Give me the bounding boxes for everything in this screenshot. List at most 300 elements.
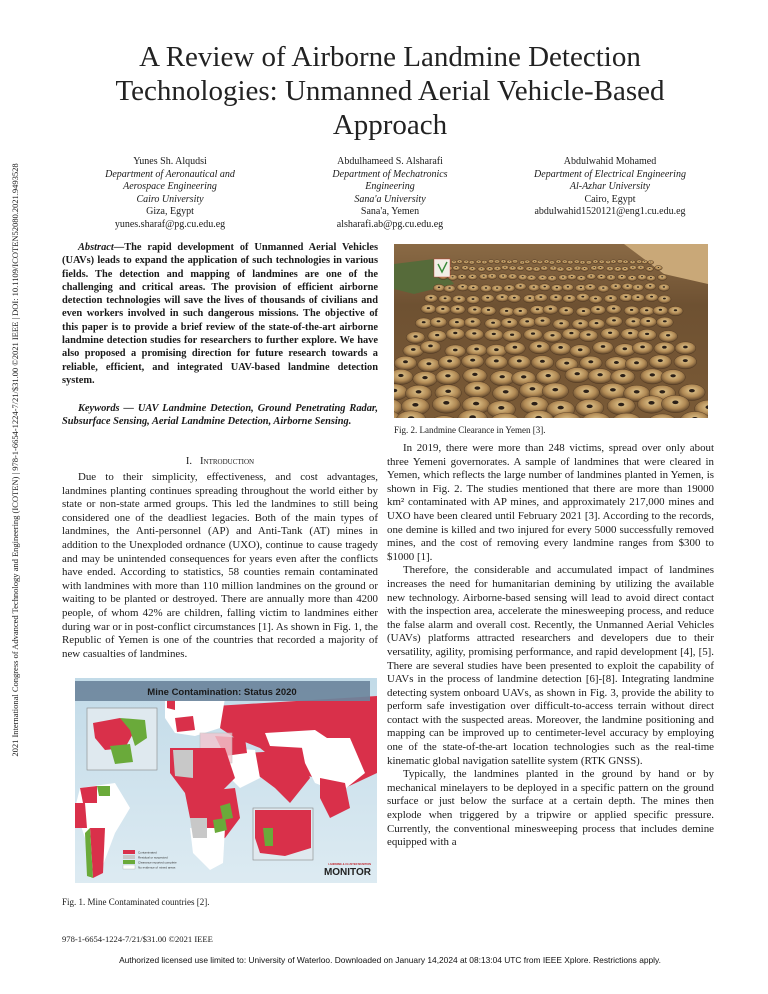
landmine-fuse — [624, 296, 627, 298]
landmine-fuse — [539, 261, 540, 262]
landmine-fuse — [525, 320, 529, 322]
logo-sign — [434, 259, 450, 277]
landmine-fuse — [512, 267, 514, 268]
sidebar-citation — [4, 80, 26, 840]
landmine-fuse — [588, 262, 589, 263]
landmine-fuse — [581, 296, 584, 298]
legend-swatch-contaminated — [123, 850, 135, 854]
legend-label: No evidence of mined areas — [138, 865, 176, 870]
landmine-fuse — [612, 319, 616, 321]
abstract-label: Abstract — [78, 242, 114, 253]
landmine-fuse — [529, 268, 531, 269]
landmine-fuse — [501, 296, 504, 298]
landmine-fuse — [650, 373, 655, 376]
landmine-fuse — [626, 285, 629, 287]
landmine-fuse — [590, 275, 592, 276]
landmine-fuse — [552, 388, 558, 391]
landmine — [605, 260, 611, 264]
landmine-fuse — [661, 276, 663, 277]
landmine-fuse — [589, 286, 592, 288]
landmine-fuse — [471, 268, 473, 269]
landmine-fuse — [597, 373, 602, 376]
landmine-fuse — [568, 268, 570, 269]
landmine-fuse — [534, 261, 535, 262]
landmine-fuse — [461, 286, 464, 288]
landmine-fuse — [560, 268, 562, 269]
landmine-fuse — [510, 334, 514, 336]
author-email: abdulwahid1520121@eng1.cu.edu.eg — [534, 206, 686, 218]
landmine-fuse — [403, 360, 408, 363]
landmine — [508, 274, 518, 280]
landmine-fuse — [634, 390, 640, 393]
landmine-fuse — [632, 261, 633, 262]
author-name: Abdulwahid Mohamed — [563, 156, 657, 167]
landmine-fuse — [536, 308, 539, 310]
landmine-fuse — [658, 267, 660, 268]
section-title: Introduction — [200, 456, 255, 467]
landmine — [556, 260, 562, 264]
landmine-fuse — [584, 268, 586, 269]
landmine-fuse — [422, 376, 427, 379]
landmine-fuse — [503, 390, 509, 393]
landmine-fuse — [683, 346, 688, 349]
landmine-fuse — [411, 348, 416, 351]
landmine-fuse — [496, 287, 499, 289]
landmine-fuse — [459, 261, 460, 262]
landmine-fuse — [610, 388, 616, 391]
landmine — [501, 260, 507, 264]
landmine-fuse — [630, 309, 633, 311]
landmine-fuse — [618, 403, 624, 407]
author-1 — [60, 156, 280, 232]
landmine-fuse — [576, 261, 577, 262]
landmine-fuse — [646, 320, 650, 322]
landmine-fuse — [549, 308, 552, 310]
figure-1-caption: Fig. 1. Mine Contaminated countries [2]. — [62, 897, 210, 907]
author-affiliation: Cairo University — [136, 193, 204, 205]
region-peru — [75, 803, 87, 828]
landmine-fuse — [552, 267, 554, 268]
landmine — [586, 274, 596, 280]
landmine-fuse — [562, 277, 564, 278]
landmine-fuse — [474, 348, 479, 351]
landmine-fuse — [456, 308, 459, 310]
landmine-fuse — [658, 359, 663, 362]
landmine-fuse — [543, 286, 546, 288]
landmine-fuse — [587, 405, 593, 409]
landmine-fuse — [494, 359, 499, 362]
landmine-fuse — [674, 309, 677, 311]
landmine-fuse — [491, 275, 493, 276]
author-location: Giza, Egypt — [146, 206, 194, 218]
landmine-fuse — [490, 261, 491, 262]
landmine-fuse — [519, 285, 522, 287]
landmine-fuse — [435, 334, 439, 336]
landmine-fuse — [496, 261, 497, 262]
paper-title: A Review of Airborne Landmine Detection Technologies: Unmanned Aerial Vehicle-Based Approach — [115, 41, 665, 141]
landmine-fuse — [428, 345, 433, 348]
landmine — [630, 260, 636, 264]
landmine-fuse — [625, 261, 626, 262]
landmine-fuse — [662, 346, 667, 349]
monitor-brand: MONITOR — [323, 867, 371, 878]
landmine-fuse — [494, 348, 499, 351]
landmine-fuse — [578, 348, 583, 351]
landmine-fuse — [670, 374, 675, 377]
section-heading — [62, 456, 378, 467]
landmine — [533, 267, 541, 272]
landmine-fuse — [514, 261, 515, 262]
landmine-fuse — [608, 332, 612, 334]
landmine-fuse — [649, 285, 652, 287]
landmine-fuse — [453, 261, 454, 262]
landmine-fuse — [614, 285, 617, 287]
landmine-fuse — [577, 268, 579, 269]
landmine-fuse — [445, 390, 451, 393]
landmine-fuse — [541, 277, 543, 278]
landmine-fuse — [513, 297, 516, 299]
landmine-fuse — [453, 349, 458, 352]
landmine-fuse — [683, 359, 688, 362]
region-venezuela — [97, 786, 110, 796]
landmine-fuse — [505, 310, 508, 312]
legend-label: Clearance reported complete — [138, 860, 177, 865]
landmine-fuse — [612, 308, 615, 310]
paragraph: Therefore, the considerable and accumulated impact of landmines increases the need for humanitarian demining by utilizing the available new technology. Airborne-based sensing will lead to avoid direct contact with the inspection area, accelerate the minesweeping process, and reduce the false alarm and overall cost. Recently, the Unmanned Aerial Vehicles (UAVs) platforms attracted researchers and developers due to their versatility, agility, promising performance, and rapid development [4], [5]. There are several studies have been presented to exploit the capability of UAVs in the process of landmine detection [6]-[8]. Integrating landmine detecting system onboard UAVs, as shown in Fig. 3, provide the ability to perform safe investigation over difficult-to-access terrain without direct contact with the suspected areas. Moreover, the landmine positioning and mapping can be improved up to centimeter-level accuracy by employing one of the state-of-the-art location technologies such as the real-time kinematic global navigation satellite system (RTK GNSS). — [387, 564, 714, 767]
landmine — [592, 260, 598, 264]
keywords: Keywords — UAV Landmine Detection, Ground Penetrating Radar, Subsurface Sensing, Aerial Landmine Detection, Airborne Sensing. — [62, 403, 378, 428]
landmine-fuse — [509, 261, 510, 262]
landmine — [452, 266, 460, 271]
landmine-fuse — [426, 362, 431, 365]
landmine-fuse — [464, 267, 466, 268]
landmine-fuse — [540, 360, 545, 363]
landmine-fuse — [640, 346, 645, 349]
paragraph: Typically, the landmines planted in the ground by hand or by mechanical minelayers to be deployed in a specific pattern on the ground surface or just below the surface at a certain depth. The mines then explode when triggered by a tripwire or applied specific pressure. Currently, the conventional minesweeping process that includes demine equipped with a — [387, 768, 714, 849]
landmine-fuse — [645, 333, 649, 335]
landmine-fuse — [659, 390, 665, 393]
landmine-fuse — [554, 296, 557, 298]
landmine — [627, 275, 637, 281]
landmine-fuse — [586, 333, 590, 335]
landmine-fuse — [582, 310, 585, 312]
landmine — [577, 275, 587, 281]
landmine-fuse — [491, 322, 495, 324]
landmine-fuse — [475, 386, 481, 389]
landmine — [549, 261, 555, 265]
landmine — [478, 267, 486, 272]
landmine-fuse — [639, 261, 640, 262]
landmine-fuse — [663, 298, 666, 300]
landmine-fuse — [508, 287, 511, 289]
legend-label: Residual or suspected — [138, 855, 168, 860]
landmine-fuse — [543, 267, 545, 268]
landmine-fuse — [422, 321, 426, 323]
landmine-fuse — [631, 277, 633, 278]
author-block — [60, 156, 720, 232]
figure-2-caption: Fig. 2. Landmine Clearance in Yemen [3]. — [394, 425, 546, 435]
landmine-fuse — [565, 309, 568, 311]
landmine-fuse — [632, 267, 634, 268]
right-column-body — [387, 442, 714, 850]
landmine-fuse — [689, 389, 695, 392]
landmine-fuse — [636, 296, 639, 298]
landmine-fuse — [498, 406, 504, 410]
landmine-fuse — [550, 334, 554, 336]
landmine-fuse — [489, 268, 491, 269]
landmine-fuse — [569, 332, 573, 334]
landmine — [479, 274, 489, 280]
landmine-fuse — [470, 359, 475, 362]
landmine — [451, 260, 457, 264]
license-notice: Authorized licensed use limited to: University of Waterloo. Downloaded on January 14,2024 at 08:13:04 UTC from IEEE Xplore. Restrictions apply. — [119, 955, 661, 965]
landmine-fuse — [472, 298, 475, 300]
landmine-fuse — [617, 268, 619, 269]
landmine-fuse — [522, 262, 523, 263]
landmine — [617, 274, 627, 280]
landmine-fuse — [412, 403, 418, 407]
landmine-fuse — [600, 276, 602, 277]
landmine-fuse — [644, 261, 645, 262]
landmine-fuse — [551, 277, 553, 278]
landmine-fuse — [602, 287, 605, 289]
landmine-fuse — [588, 360, 593, 363]
landmine-fuse — [645, 309, 648, 311]
author-location: Cairo, Egypt — [584, 193, 636, 205]
inset-middle-east-red — [255, 810, 311, 856]
landmine-fuse — [666, 334, 670, 336]
landmine-fuse — [398, 374, 403, 377]
landmine-fuse — [492, 333, 496, 335]
landmine-fuse — [517, 359, 522, 362]
landmine-fuse — [416, 390, 422, 393]
landmine-fuse — [437, 320, 441, 322]
landmine — [610, 260, 616, 264]
landmine-fuse — [610, 276, 612, 277]
landmine-fuse — [511, 276, 513, 277]
landmine-fuse — [567, 286, 570, 288]
legend-swatch-cleared — [123, 860, 135, 864]
landmine-fuse — [623, 347, 628, 350]
landmine-fuse — [539, 296, 542, 298]
landmine-fuse — [513, 346, 518, 349]
landmine-fuse — [519, 310, 522, 312]
author-name: Abdulhameed S. Alsharafi — [337, 156, 443, 167]
landmine-fuse — [438, 287, 441, 289]
landmine-fuse — [472, 373, 477, 376]
map-title: Mine Contamination: Status 2020 — [147, 687, 297, 698]
landmine-fuse — [575, 372, 580, 375]
landmine-fuse — [461, 276, 463, 277]
landmine — [606, 275, 616, 281]
author-affiliation: Al-Azhar University — [569, 181, 651, 193]
landmine-fuse — [580, 287, 583, 289]
landmine-fuse — [583, 390, 589, 393]
landmine-fuse — [596, 308, 599, 310]
landmine-fuse — [484, 262, 485, 263]
author-department: Department of Mechatronics — [332, 168, 448, 180]
author-location: Sana'a, Yemen — [360, 206, 420, 218]
landmine-fuse — [593, 267, 595, 268]
landmine-fuse — [601, 261, 602, 262]
paragraph: In 2019, there were more than 248 victims, spread over only about three Yemeni governorates. A sample of landmines that were cleared in Yemen, which reflects the large number of landmines planted in Yemen, is shown in Fig. 2. The studies mentioned that there are more than 19000 km² contaminated with AP mines, and approximately 217,000 mines and UXO have been cleared until February 2021 [3]. According to the records, one demine is killed and two injured for every 5000 successfully removed mines, and the cost of removing every landmine ranges from $300 to $1000 [1]. — [387, 442, 714, 563]
landmine-fuse — [455, 267, 457, 268]
landmine-fuse — [641, 276, 643, 277]
landmine-fuse — [455, 321, 459, 323]
landmine-fuse — [521, 375, 526, 378]
landmine-fuse — [659, 309, 662, 311]
author-department: Aerospace Engineering — [123, 181, 217, 193]
landmine-fuse — [458, 298, 461, 300]
abstract-text: —The rapid development of Unmanned Aerial Vehicles (UAVs) leads to expand the application of such technologies in various fields. The detection and mapping of landmines are one of the challenging and critical areas. The provision of efficient airborne detection technologies will save the lives of thousands of civilians and even workers involved in such dangerous missions. The objective of this paper is to provide a brief review of the state-of-the-art airborne landmine detection studies for researchers to further explore. We have also proposed a promising direction for future research towards a reliable, efficient, and integrated UAV-based landmine detection system. — [62, 242, 378, 386]
landmine-fuse — [485, 287, 488, 289]
landmine-fuse — [640, 267, 642, 268]
region-europe-red — [175, 716, 195, 732]
landmine-fuse — [551, 262, 552, 263]
landmine-fuse — [609, 268, 611, 269]
landmine-fuse — [634, 361, 639, 364]
figure-2-photo — [394, 244, 708, 418]
landmine-fuse — [568, 297, 571, 299]
landmine-fuse — [504, 267, 506, 268]
landmine-fuse — [624, 268, 626, 269]
landmine-fuse — [473, 309, 476, 311]
landmine-fuse — [546, 374, 551, 377]
landmine-fuse — [497, 268, 499, 269]
landmine-fuse — [520, 267, 522, 268]
region-angola — [190, 818, 207, 838]
landmine-fuse — [650, 296, 653, 298]
landmine-fuse — [447, 360, 452, 363]
landmine-fuse — [445, 374, 450, 377]
landmine-fuse — [473, 402, 479, 406]
landmine-fuse — [444, 297, 447, 299]
landmine-fuse — [483, 276, 485, 277]
introduction-body — [62, 471, 378, 661]
landmine-fuse — [427, 307, 430, 309]
landmine-fuse — [452, 276, 454, 277]
landmine-fuse — [663, 320, 667, 322]
region-algeria — [173, 750, 193, 778]
author-department: Department of Aeronautical and — [105, 168, 235, 180]
landmine-fuse — [533, 286, 536, 288]
landmine — [656, 317, 673, 328]
landmine-fuse — [564, 261, 565, 262]
landmine — [558, 275, 568, 281]
legend-swatch-residual — [123, 855, 135, 859]
landmine-fuse — [478, 261, 479, 262]
landmine-fuse — [650, 262, 651, 263]
author-department: Engineering — [365, 181, 415, 193]
landmine-fuse — [528, 297, 531, 299]
landmine-fuse — [559, 322, 563, 324]
landmine-fuse — [600, 267, 602, 268]
landmine-fuse — [582, 262, 583, 263]
author-email: alsharafi.ab@pg.cu.edu.eg — [336, 218, 444, 230]
monitor-brand-small: LANDMINE & CLUSTER MUNITION — [328, 863, 371, 866]
landmine-fuse — [672, 401, 678, 405]
legend-swatch-none — [123, 865, 135, 869]
landmine-fuse — [471, 262, 472, 263]
landmine-fuse — [607, 261, 608, 262]
landmine — [537, 260, 543, 264]
landmine — [481, 306, 496, 315]
landmine-fuse — [487, 309, 490, 311]
landmine-fuse — [486, 297, 489, 299]
landmine — [565, 267, 573, 272]
landmine — [494, 260, 500, 264]
landmine-fuse — [472, 332, 476, 334]
landmine — [457, 260, 463, 264]
landmine — [646, 275, 656, 281]
landmine-fuse — [472, 287, 475, 289]
section-number: I. — [185, 456, 193, 467]
landmine-fuse — [613, 261, 614, 262]
landmine-fuse — [453, 332, 457, 334]
landmine-fuse — [507, 321, 511, 323]
landmine-fuse — [536, 268, 538, 269]
landmine-fuse — [595, 322, 599, 324]
landmine-fuse — [531, 332, 535, 334]
landmine-fuse — [558, 346, 563, 349]
landmine-fuse — [500, 375, 505, 378]
landmine-fuse — [578, 322, 582, 324]
landmine-fuse — [448, 287, 451, 289]
abstract — [62, 241, 378, 387]
landmine-fuse — [414, 335, 418, 337]
author-department: Department of Electrical Engineering — [534, 168, 686, 180]
author-email: yunes.sharaf@pg.cu.edu.eg — [114, 218, 226, 230]
landmine-fuse — [558, 406, 564, 410]
paragraph: Due to their simplicity, effectiveness, and cost advantages, landmines planting continues spreading throughout the world either by state or non-state armed groups. This led the landmines to still being considered one of the deadliest legacies. Both of the main types of landmines, the Anti-personnel (AP) and Anti-Tank (AT) mines in addition to the Unexploded ordnance (UXO), continue to cause tragedy and may be unintended consequences for years even after the conflicts have ended. According to statistics, 58 counties remain contaminated with landmines with more than 110 million landmines on the ground or waiting to be planted or destroyed. There are annually more than 4200 people, of whom 42% are children, falling victim to landmines either during war or in post-conflict circumstances [1]. As shown in Fig. 1, the Republic of Yemen is one of the countries that recorded a majority of new casualties of landmines. — [62, 471, 378, 660]
landmine — [494, 266, 502, 271]
landmine-fuse — [541, 320, 545, 322]
landmine-fuse — [441, 308, 444, 310]
landmine-fuse — [595, 261, 596, 262]
landmine-fuse — [601, 345, 606, 348]
landmine-fuse — [650, 277, 652, 278]
region-colombia — [80, 786, 97, 803]
landmine-fuse — [580, 277, 582, 278]
landmine-fuse — [637, 286, 640, 288]
landmine-fuse — [531, 402, 537, 406]
landmine — [498, 274, 508, 280]
landmine-fuse — [628, 332, 632, 334]
author-2 — [280, 156, 500, 232]
footer-isbn: 978-1-6654-1224-7/21/$31.00 ©2021 IEEE — [62, 934, 213, 944]
author-affiliation: Sana'a University — [354, 193, 426, 205]
landmine-fuse — [648, 401, 654, 405]
landmine-fuse — [471, 320, 475, 322]
landmine-fuse — [527, 261, 528, 262]
landmine-fuse — [502, 275, 504, 276]
landmine — [638, 329, 657, 341]
author-3 — [500, 156, 720, 232]
landmine-fuse — [619, 261, 620, 262]
citation-text: 2021 International Congress of Advanced Technology and Engineering (ICOTEN) | 978-1-6654-1224-7/21/$31.00 ©2021 IEEE | DOI: 10.1109/ICOTEN52080.2021.9493528 — [10, 163, 20, 757]
landmine-fuse — [558, 261, 559, 262]
landmine-fuse — [564, 362, 569, 365]
landmine-fuse — [614, 361, 619, 364]
legend-label: Contaminated — [138, 850, 157, 855]
landmine-fuse — [546, 261, 547, 262]
landmine-fuse — [621, 276, 623, 277]
landmine-fuse — [649, 268, 651, 269]
landmine-fuse — [443, 401, 449, 405]
landmine-fuse — [530, 277, 532, 278]
landmine-fuse — [570, 262, 571, 263]
author-name: Yunes Sh. Alqudsi — [133, 156, 207, 167]
